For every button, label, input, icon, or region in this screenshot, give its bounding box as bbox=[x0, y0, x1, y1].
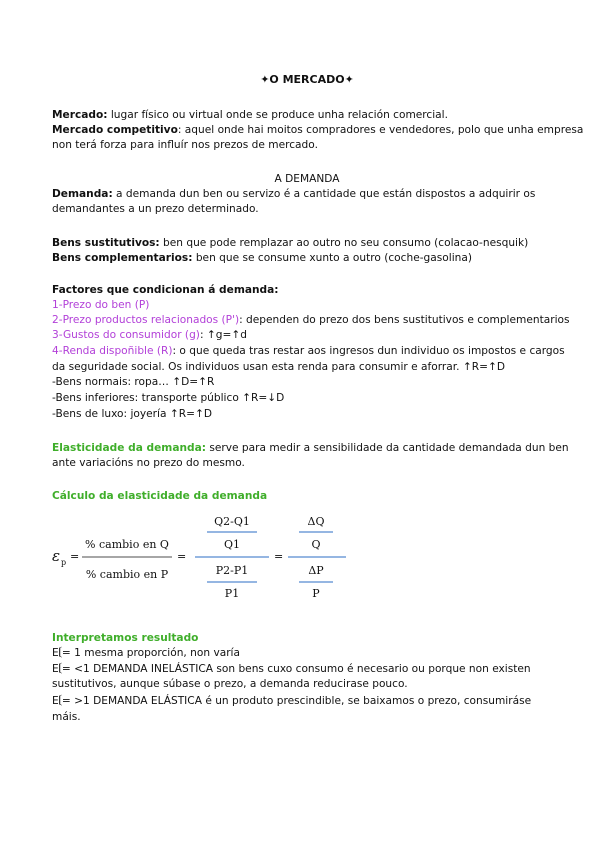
demanda-def-2: demandantes a un prezo determinado. bbox=[52, 203, 259, 215]
factor-2-label: 2-Prezo productos relacionados (P') bbox=[52, 314, 240, 326]
elasticidade-definition bbox=[52, 441, 569, 455]
factor-2-text: : dependen do prezo dos bens sustitutivos e complementarios bbox=[239, 314, 570, 326]
factor-3 bbox=[52, 328, 247, 342]
factor-1: 1-Prezo do ben (P) bbox=[52, 299, 150, 311]
bens-sustitutivos-term: Bens sustitutivos: bbox=[52, 237, 160, 249]
interpretamos-result-2a: E𝄕= <1 DEMANDA INELÁSTICA son bens cuxo consumo é necesario ou porque non existen bbox=[52, 663, 531, 675]
equals-sign-3: = bbox=[274, 550, 284, 563]
factor-4 bbox=[52, 344, 565, 358]
interpretamos-result-1: E𝄕= 1 mesma proporción, non varía bbox=[52, 647, 240, 659]
mercado-competitivo-def-2: non terá forza para influír nos prezos de mercado. bbox=[52, 139, 318, 151]
elasticity-formula bbox=[52, 508, 362, 608]
equals-sign-1: = bbox=[70, 550, 80, 563]
epsilon-subscript: p bbox=[61, 558, 67, 567]
interpretamos-result-2b: sustitutivos, aunque súbase o prezo, a demanda reducirase pouco. bbox=[52, 678, 408, 690]
bens-normais: -Bens normais: ropa… ↑D=↑R bbox=[52, 376, 215, 388]
mercado-competitivo-term: Mercado competitivo bbox=[52, 124, 178, 136]
factor-4-text-2: da seguridade social. Os individuos usan esta renda para consumir e aforrar. ↑R=↑D bbox=[52, 361, 506, 373]
delta-q: ΔQ bbox=[307, 515, 325, 528]
factor-3-label: 3-Gustos do consumidor (g) bbox=[52, 329, 200, 341]
mercado-competitivo-def-1: : aquel onde hai moitos compradores e vendedores, polo que unha empresa bbox=[177, 124, 584, 136]
mercado-def: lugar físico ou virtual onde se produce unha relación comercial. bbox=[107, 109, 448, 121]
mercado-term: Mercado: bbox=[52, 109, 108, 121]
q-label: Q bbox=[311, 538, 321, 551]
factor-4-text-1: : o que queda tras restar aos ingresos dun individuo os impostos e cargos bbox=[172, 345, 565, 357]
factores-heading bbox=[52, 283, 279, 297]
denominator-left: % cambio en P bbox=[85, 568, 169, 581]
p-label: P bbox=[312, 587, 320, 600]
page-title: ✦O MERCADO✦ bbox=[260, 73, 354, 86]
epsilon-symbol: ε bbox=[52, 547, 61, 565]
elasticidade-def-2: ante variacións no prezo do mesmo. bbox=[52, 457, 245, 469]
factor-2 bbox=[52, 313, 570, 327]
bens-sustitutivos bbox=[52, 236, 528, 250]
factor-3-text: : ↑g=↑d bbox=[199, 329, 247, 341]
factor-4-label: 4-Renda dispoñible (R) bbox=[52, 345, 173, 357]
demanda-def-1: a demanda dun ben ou servizo é a cantidade que están dispostos a adquirir os bbox=[112, 188, 536, 200]
equals-sign-2: = bbox=[177, 550, 187, 563]
interpretamos-heading: Interpretamos resultado bbox=[52, 632, 199, 644]
elasticidade-def-1: serve para medir a sensibilidade da cantidade demandada dun ben bbox=[206, 442, 569, 454]
bens-complementarios-term: Bens complementarios: bbox=[52, 252, 193, 264]
mercado-definition bbox=[52, 108, 448, 122]
demanda-term: Demanda: bbox=[52, 188, 113, 200]
p-difference: P2-P1 bbox=[215, 564, 249, 577]
interpretamos-result-3a: E𝄕= >1 DEMANDA ELÁSTICA é un produto prescindible, se baixamos o prezo, consumiráse bbox=[52, 695, 532, 707]
q-difference: Q2-Q1 bbox=[214, 515, 250, 528]
bens-luxo: -Bens de luxo: joyería ↑R=↑D bbox=[52, 408, 212, 420]
p1-label: P1 bbox=[224, 587, 240, 600]
factores-heading-text: Factores que condicionan á demanda: bbox=[52, 284, 279, 296]
bens-complementarios bbox=[52, 251, 472, 265]
demanda-definition bbox=[52, 187, 535, 201]
calculo-heading: Cálculo da elasticidade da demanda bbox=[52, 490, 268, 502]
numerator-left: % cambio en Q bbox=[85, 538, 169, 551]
delta-p: ΔP bbox=[308, 564, 324, 577]
interpretamos-result-3b: máis. bbox=[52, 711, 81, 723]
demanda-heading: A DEMANDA bbox=[274, 173, 340, 185]
elasticidade-term: Elasticidade da demanda: bbox=[52, 442, 207, 454]
bens-complementarios-def: ben que se consume xunto a outro (coche-gasolina) bbox=[192, 252, 472, 264]
q1-label: Q1 bbox=[223, 538, 241, 551]
bens-inferiores: -Bens inferiores: transporte público ↑R=↓D bbox=[52, 392, 285, 404]
bens-sustitutivos-def: ben que pode remplazar ao outro no seu consumo (colacao-nesquik) bbox=[159, 237, 529, 249]
mercado-competitivo-definition bbox=[52, 123, 583, 137]
